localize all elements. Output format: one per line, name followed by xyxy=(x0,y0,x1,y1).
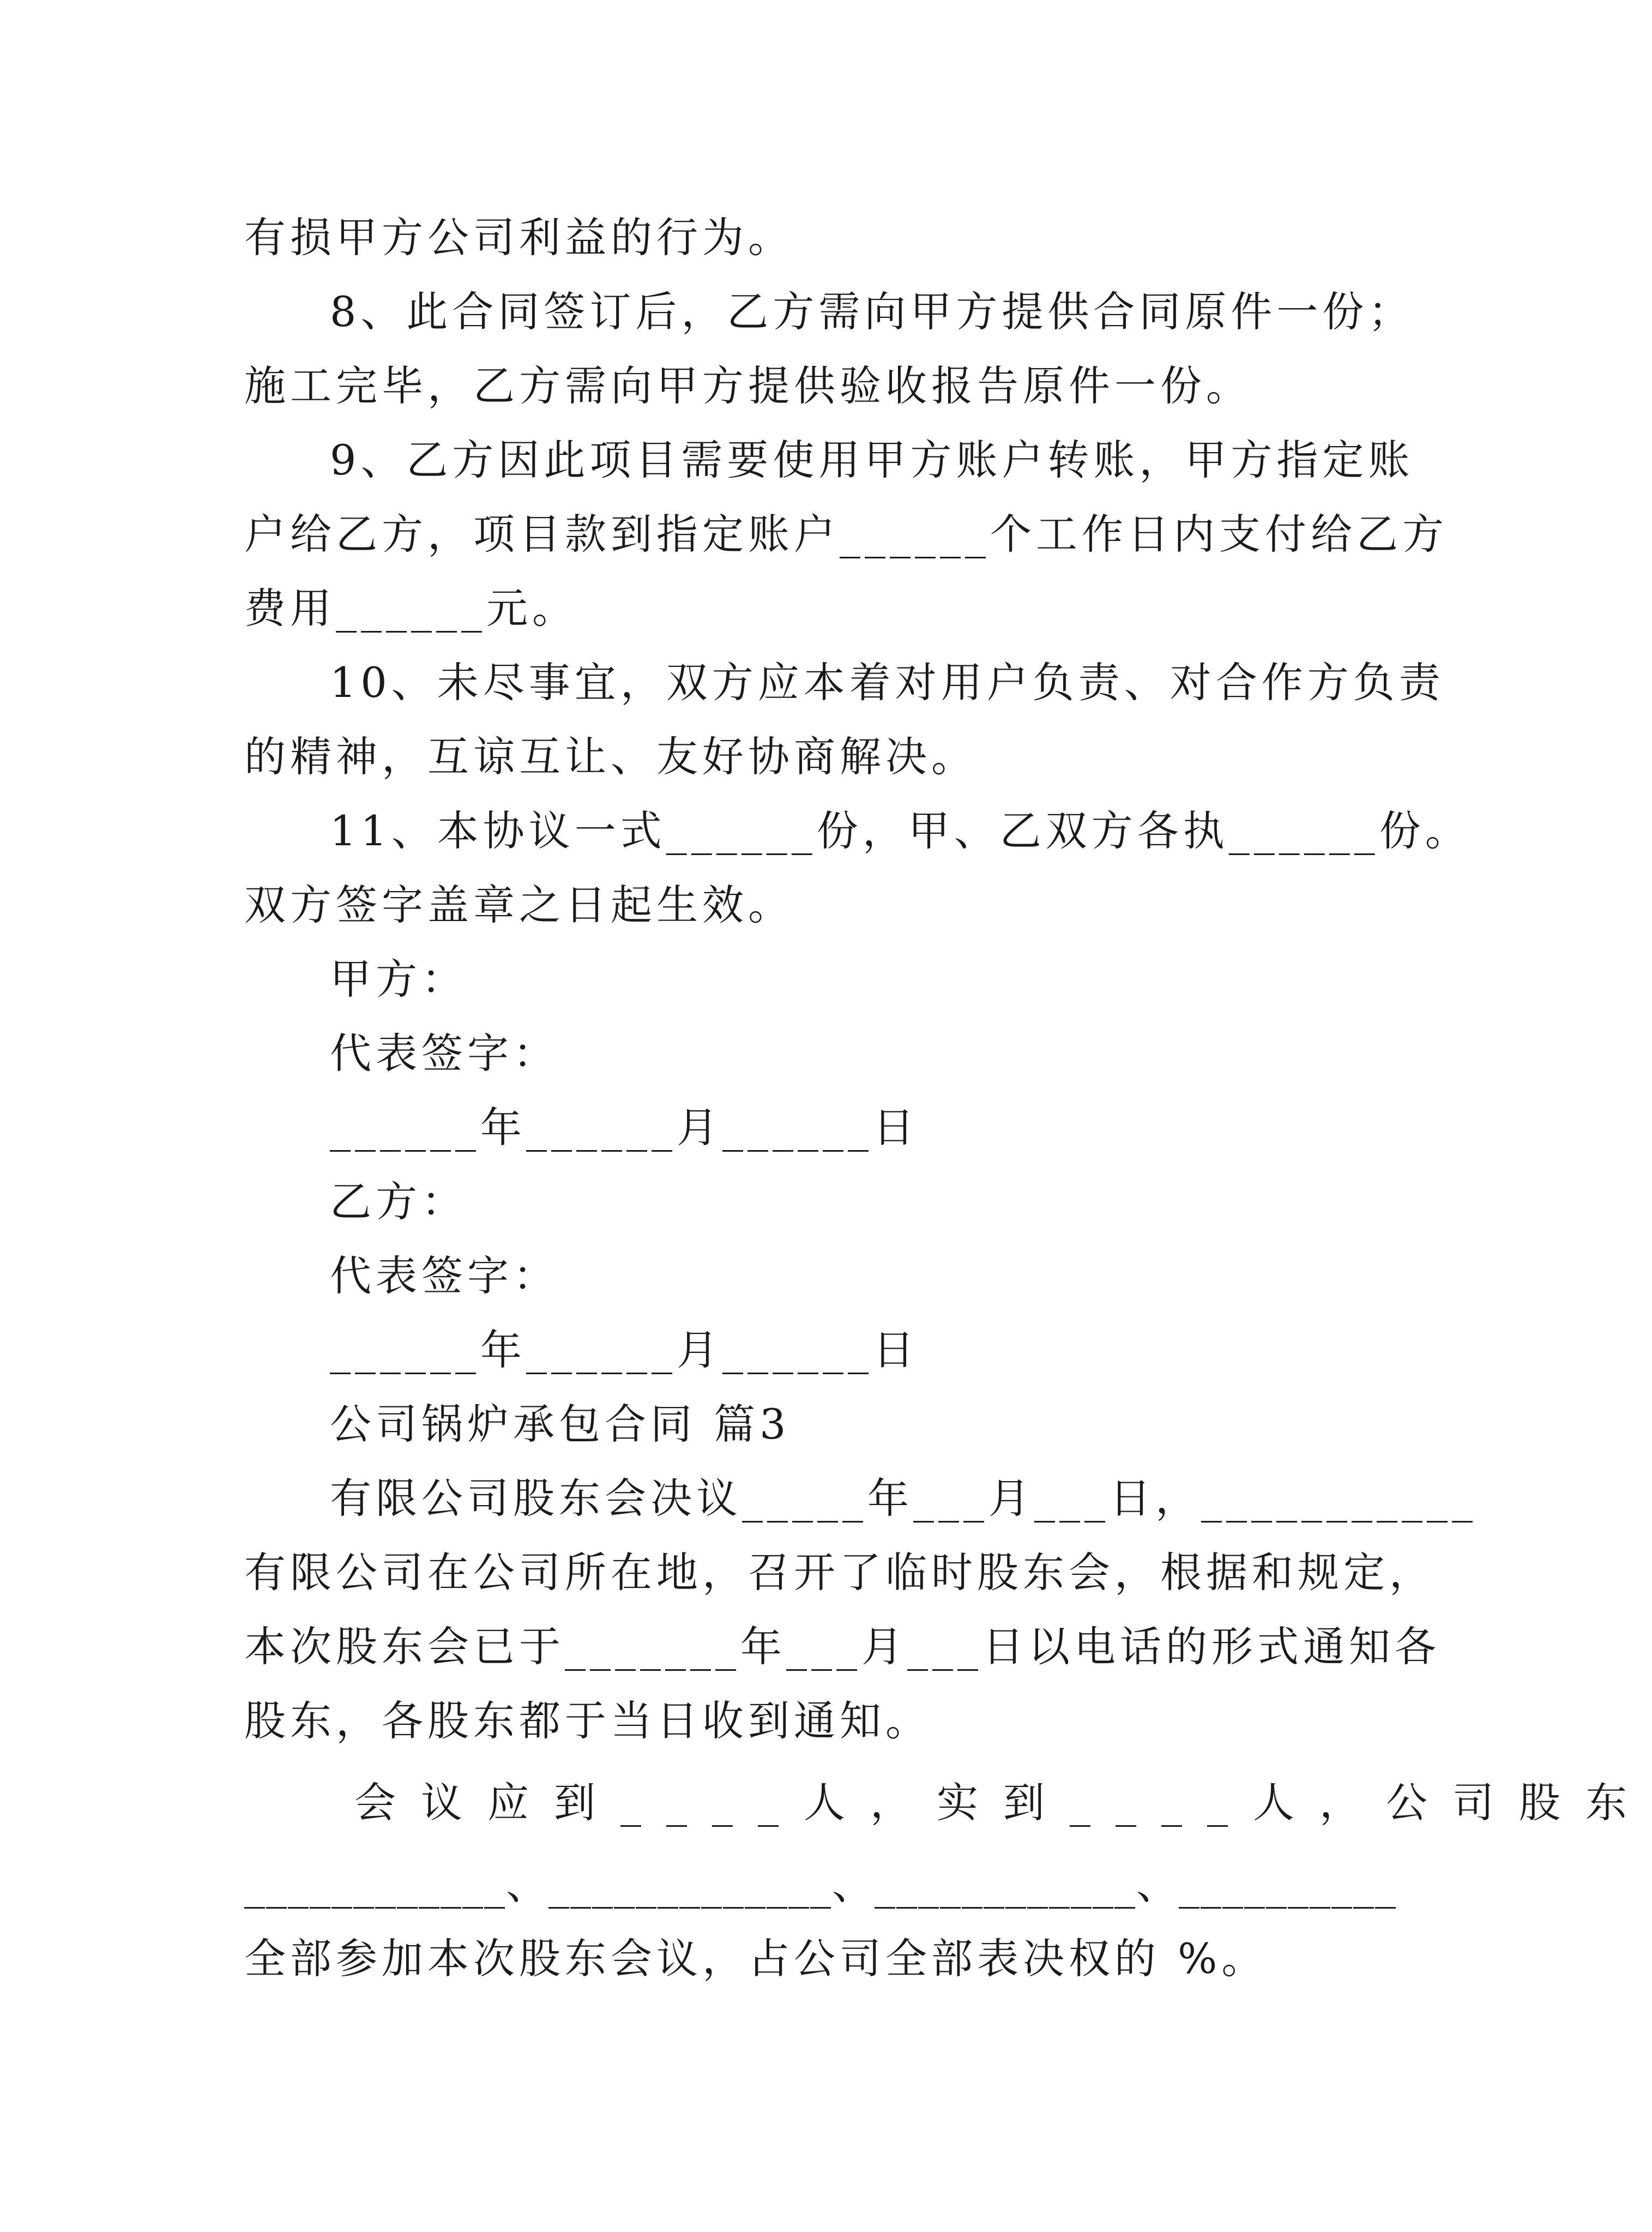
text-line: 户给乙方，项目款到指定账户______个工作日内支付给乙方 xyxy=(244,510,1448,558)
text-line: 双方签字盖章之日起生效。 xyxy=(244,881,794,929)
text-line: 有损甲方公司利益的行为。 xyxy=(244,213,794,262)
clause-10-line: 10、未尽事宜，双方应本着对用户负责、对合作方负责 xyxy=(330,658,1445,707)
party-b-label: 乙方： xyxy=(330,1177,467,1226)
text-line: 全部参加本次股东会议，占公司全部表决权的 %。 xyxy=(244,1934,1268,1983)
text-line: 股东，各股东都于当日收到通知。 xyxy=(244,1696,931,1745)
text-line: 本次股东会已于_______年___月___日以电话的形式通知各 xyxy=(244,1622,1440,1671)
section-heading: 公司锅炉承包合同 篇3 xyxy=(330,1400,791,1448)
text-line: 的精神，互谅互让、友好协商解决。 xyxy=(244,732,977,781)
clause-8-line: 8、此合同签订后，乙方需向甲方提供合同原件一份； xyxy=(330,287,1414,336)
party-a-date-line: ______年______月______日 xyxy=(330,1103,919,1152)
text-line: 施工完毕，乙方需向甲方提供验收报告原件一份。 xyxy=(244,362,1252,410)
clause-11-line: 11、本协议一式______份，甲、乙双方各执______份。 xyxy=(330,807,1471,855)
attendance-line: 会议应到____人，实到____人，公司股东 xyxy=(354,1778,1652,1827)
party-a-label: 甲方： xyxy=(330,955,467,1003)
text-line: 有限公司在公司所在地，召开了临时股东会，根据和规定， xyxy=(244,1548,1435,1597)
clause-9-line: 9、乙方因此项目需要使用甲方账户转账，甲方指定账 xyxy=(330,436,1414,484)
text-line: 费用______元。 xyxy=(244,584,578,633)
party-b-date-line: ______年______月______日 xyxy=(330,1326,919,1374)
party-b-signature-label: 代表签字： xyxy=(330,1252,559,1300)
shareholders-blank-line: ____________、_____________、____________、__________ xyxy=(244,1860,1397,1909)
party-a-signature-label: 代表签字： xyxy=(330,1029,559,1078)
resolution-line: 有限公司股东会决议_____年___月___日，___________ xyxy=(330,1474,1477,1523)
